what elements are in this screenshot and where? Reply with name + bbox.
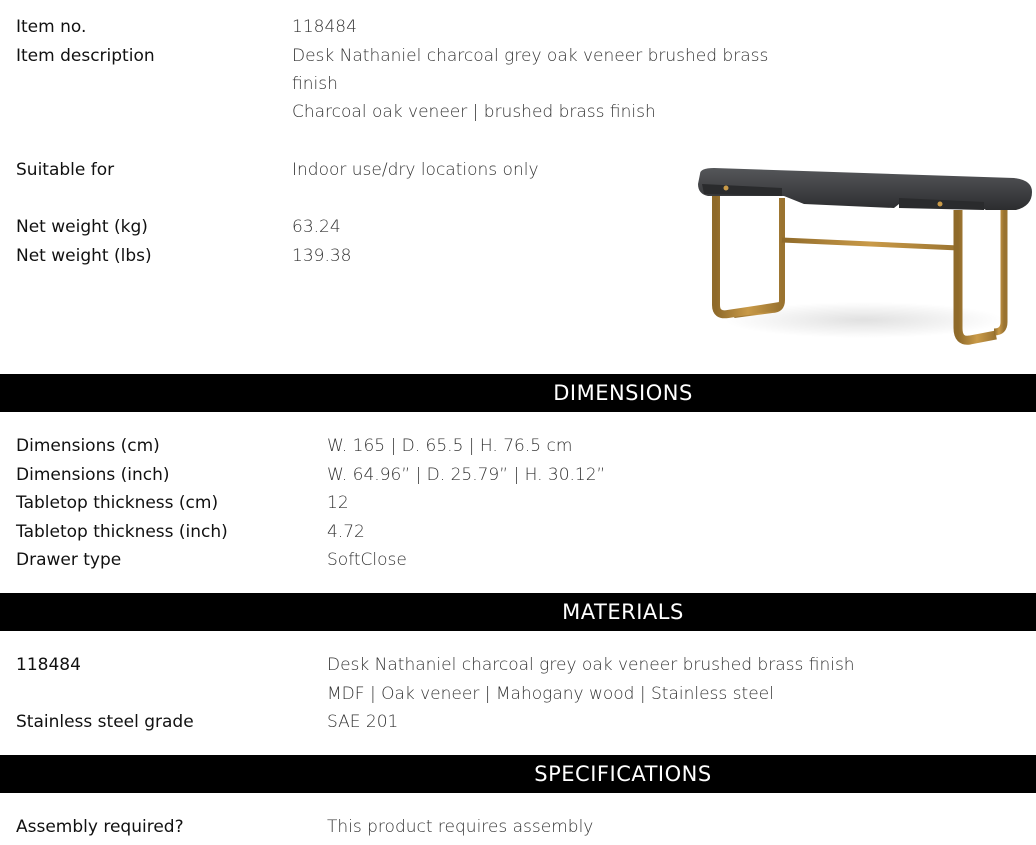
item-description-label: Item description	[16, 46, 155, 66]
suitable-for-value: Indoor use/dry locations only	[292, 160, 539, 180]
materials-description-line-1: Desk Nathaniel charcoal grey oak veneer brushed brass finish	[327, 655, 855, 675]
specifications-header	[0, 755, 1036, 793]
materials-header	[0, 593, 1036, 631]
net-weight-lbs-label: Net weight (lbs)	[16, 246, 152, 266]
drawer-type-label: Drawer type	[16, 550, 122, 570]
drawer-type-value: SoftClose	[327, 550, 407, 570]
materials-item-no-label: 118484	[16, 655, 81, 675]
tabletop-thickness-inch-value: 4.72	[327, 522, 365, 542]
stainless-steel-grade-label: Stainless steel grade	[16, 712, 194, 732]
assembly-required-value: This product requires assembly	[327, 817, 594, 837]
dimensions-header	[0, 374, 1036, 412]
product-image-desk	[694, 160, 1036, 360]
materials-title: MATERIALS	[562, 600, 684, 624]
tabletop-thickness-cm-value: 12	[327, 493, 349, 513]
dimensions-inch-label: Dimensions (inch)	[16, 465, 170, 485]
dimensions-inch-value: W. 64.96” | D. 25.79” | H. 30.12”	[327, 465, 606, 485]
net-weight-lbs-value: 139.38	[292, 246, 352, 266]
materials-description-line-2: MDF | Oak veneer | Mahogany wood | Stainless steel	[327, 684, 774, 704]
net-weight-kg-value: 63.24	[292, 217, 341, 237]
dimensions-title: DIMENSIONS	[553, 381, 693, 405]
item-no-label: Item no.	[16, 17, 87, 37]
item-no-value: 118484	[292, 17, 357, 37]
assembly-required-label: Assembly required?	[16, 817, 184, 837]
item-description-line-1: Desk Nathaniel charcoal grey oak veneer brushed brass	[292, 46, 769, 66]
suitable-for-label: Suitable for	[16, 160, 115, 180]
item-description-line-3: Charcoal oak veneer | brushed brass finish	[292, 102, 656, 122]
tabletop-thickness-cm-label: Tabletop thickness (cm)	[16, 493, 219, 513]
net-weight-kg-label: Net weight (kg)	[16, 217, 148, 237]
tabletop-thickness-inch-label: Tabletop thickness (inch)	[16, 522, 228, 542]
item-description-line-2: finish	[292, 74, 338, 94]
dimensions-cm-value: W. 165 | D. 65.5 | H. 76.5 cm	[327, 436, 573, 456]
specifications-title: SPECIFICATIONS	[534, 762, 712, 786]
dimensions-cm-label: Dimensions (cm)	[16, 436, 160, 456]
stainless-steel-grade-value: SAE 201	[327, 712, 399, 732]
